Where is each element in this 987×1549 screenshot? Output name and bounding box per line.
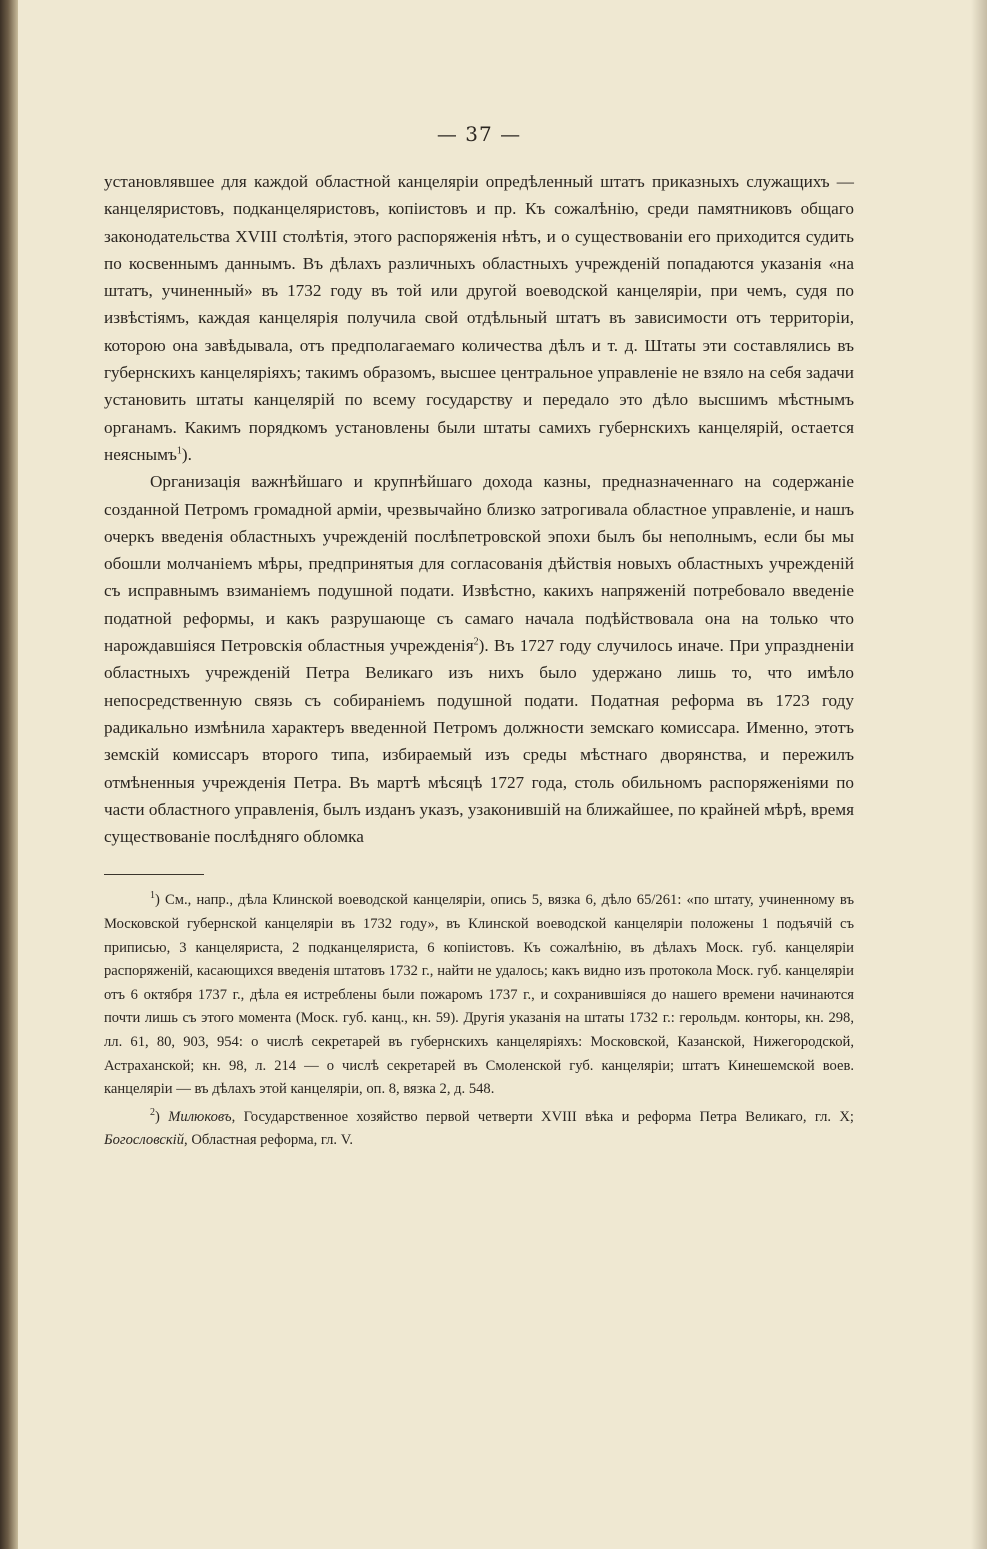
paragraph-2-rest: ). Въ 1727 году случилось иначе. При упраздненіи областныхъ учрежденій Петра Великаго изъ нихъ было удержано лишь то, что имѣло непосредственную связь съ собираніемъ подушной подати. Податная реформа въ 1723 году радикально измѣнила характеръ введенной Петромъ должности земскаго комиссара. Именно, этотъ земскій комиссаръ второго типа, избираемый изъ среды мѣстнаго дворянства, и пережилъ отмѣненныя учрежденія Петра. Въ мартѣ мѣсяцѣ 1727 года, столь обильномъ распоряженіями по части областного управленія, былъ изданъ указъ, узаконившій на ближайшее, по крайней мѣрѣ, время существованіе послѣдняго обломка — [104, 636, 854, 847]
footnote-2-marker: 2 — [150, 1106, 155, 1118]
page-edge-shadow — [971, 0, 987, 1549]
footnote-divider — [104, 874, 204, 875]
footnote-ref-1: 1 — [176, 445, 182, 457]
paragraph-1-end: ). — [181, 444, 192, 464]
footnote-2-text-2: , Областная реформа, гл. V. — [184, 1132, 353, 1149]
footnote-1-text: ) См., напр., дѣла Клинской воеводской канцеляріи, опись 5, вязка 6, дѣло 65/261: «по штату, учиненному въ Московской губернской канцеляріи въ 1732 году», въ Клинской воеводской канцеляріи положены 1 подъячій съ приписью, 3 канцеляриста, 2 подканцеляриста, 6 копіистовъ. Къ сожалѣнію, въ дѣлахъ Моск. губ. канцеляріи распоряженій, касающихся введенія штатовъ 1732 г., найти не удалось; какъ видно изъ протокола Моск. губ. канцеляріи отъ 6 октября 1737 г., дѣла ея истреблены были пожаромъ 1737 г., и сохранившіяся до нашего времени начинаются почти лишь съ этого момента (Моск. губ. канц., кн. 59). Другія указанія на штаты 1732 г.: герольдм. конторы, кн. 298, лл. 61, 80, 903, 954: о числѣ секретарей въ губернскихъ канцеляріяхъ: Московской, Казанской, Нижегородской, Астраханской; кн. 98, л. 214 — о числѣ секретарей въ Смоленской губ. канцеляріи; штатъ Кинешемской воев. канцеляріи — въ дѣлахъ этой канцеляріи, оп. 8, вязка 2, д. 548. — [104, 892, 854, 1098]
footnotes — [104, 889, 854, 1153]
main-text — [104, 168, 854, 850]
footnote-2-author-2: Богословскій — [104, 1132, 185, 1149]
paragraph-1-text: установлявшее для каждой областной канцеляріи опредѣленный штатъ приказныхъ служащихъ — канцеляристовъ, подканцеляристовъ, копіистовъ и пр. Къ сожалѣнію, среди памятниковъ общаго законодательства XVIII столѣтія, этого распоряженія нѣтъ, и о существованіи его приходится судить по косвеннымъ даннымъ. Въ дѣлахъ различныхъ областныхъ учрежденій попадаются указанія «на штатъ, учиненный» въ 1732 году въ той или другой воеводской канцеляріи, при чемъ, судя по извѣстіямъ, каждая канцелярія получила свой отдѣльный штатъ въ зависимости отъ территоріи, которою она завѣдывала, отъ предполагаемаго количества дѣлъ и т. д. Штаты эти составлялись въ губернскихъ канцеляріяхъ; такимъ образомъ, высшее центральное управленіе не взяло на себя задачи установить штаты канцелярій по всему государству и передало это дѣло высшимъ мѣстнымъ органамъ. Какимъ порядкомъ установлены были штаты самихъ губернскихъ канцелярій, остается неяснымъ — [104, 172, 854, 464]
footnote-2-text-1: , Государственное хозяйство первой четверти XVIII вѣка и реформа Петра Великаго, гл. X; — [231, 1108, 854, 1125]
book-page — [104, 120, 854, 1153]
footnote-2 — [104, 1106, 854, 1153]
footnote-2-paren: ) — [155, 1108, 169, 1125]
footnote-1-marker: 1 — [150, 890, 155, 902]
paragraph-2-text: Организація важнѣйшаго и крупнѣйшаго дохода казны, предназначеннаго на содержаніе созданной Петромъ громадной арміи, чрезвычайно близко затрогивала областное управленіе, и нашъ очеркъ введенія областныхъ учрежденій послѣпетровской эпохи былъ бы неполнымъ, если бы мы обошли молчаніемъ мѣры, предпринятыя для согласованія дѣйствія новыхъ областныхъ учрежденій съ исправнымъ взиманіемъ подушной подати. Извѣстно, какихъ напряженій потребовало введеніе податной реформы, и какъ разрушающе съ самаго начала подѣйствовала она на только что нарождавшіяся Петровскія областныя учрежденія — [104, 472, 854, 656]
footnote-2-author-1: Милюковъ — [168, 1108, 232, 1125]
book-spine-shadow — [0, 0, 18, 1549]
paragraph-1 — [104, 168, 854, 468]
page-number: — 37 — — [436, 122, 522, 146]
footnote-ref-2: 2 — [473, 636, 479, 648]
footnote-1 — [104, 889, 854, 1101]
paragraph-2 — [104, 468, 854, 850]
